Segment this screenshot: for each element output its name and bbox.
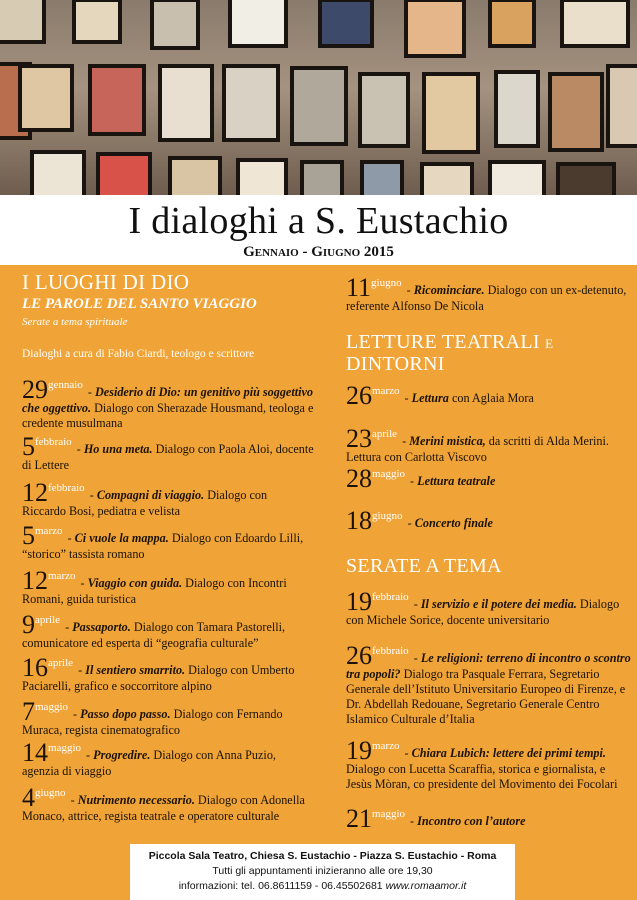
event-month: giugno [371,277,402,289]
event-day: 7 [22,697,35,726]
event-item: 16aprile - Il sentiero smarrito. Dialogo con Umberto Paciarelli, grafico e soccorritore alpino [22,653,295,693]
event-item: 5febbraio - Ho una meta. Dialogo con Paola Aloi, docente di Lettere [22,432,314,472]
event-title: Ho una meta. [83,442,153,456]
event-item: 7maggio - Passo dopo passo. Dialogo con Fernando Muraca, regista cinematografico [22,697,283,737]
event-item: 4giugno - Nutrimento necessario. Dialogo con Adonella Monaco, attrice, regista teatrale e operatore culturale [22,783,305,823]
section-note: Serate a tema spirituale [22,316,128,328]
curator-line: Dialoghi a cura di Fabio Ciardi, teologo e scrittore [22,348,255,360]
event-text: Dialogo con Sherazade Housmand, teologa e credente musulmana [22,401,314,430]
event-day: 21 [346,804,372,833]
event-text: Dialogo tra Pasquale Ferrara, Segretario Generale dell’Istituto Universitario Europeo di Firenze, e Dr. Abdellah Redouane, Segretario Generale Centro Islamico Culturale d’Italia [346,667,626,726]
themed-section-header [346,556,631,576]
event-title: Concerto finale [414,516,493,530]
artwork-frame [420,162,474,195]
event-title: Passaporto. [72,620,131,634]
event-day: 29 [22,375,48,404]
event-item: 5marzo - Ci vuole la mappa. Dialogo con Edoardo Lilli, “storico” tassista romano [22,521,304,561]
event-item: 12marzo - Viaggio con guida. Dialogo con Incontri Romani, guida turistica [22,566,287,606]
event-day: 19 [346,736,372,765]
event-item: 12febbraio - Compagni di viaggio. Dialogo con Riccardo Bosi, pediatra e velista [22,478,268,518]
time-line: Tutti gli appuntamenti inizieranno alle ore 19,30 [212,865,433,877]
event-month: giugno [35,787,66,799]
artwork-frame [88,64,146,136]
event-month: marzo [48,570,76,582]
event-day: 5 [22,432,35,461]
event-day: 4 [22,783,35,812]
event-day: 12 [22,478,48,507]
event-text: Dialogo con Paola Aloi, docente di Lettere [22,442,314,472]
event-day: 5 [22,521,35,550]
event-text: Dialogo con Adonella Monaco, attrice, regista teatrale e operatore culturale [22,793,305,823]
event-title: Ci vuole la mappa. [74,531,169,545]
artwork-frame [168,156,222,195]
event-title: Chiara Lubich: lettere dei primi tempi. [411,746,606,760]
event-day: 28 [346,464,372,493]
artwork-frame [494,70,540,148]
event-item: 11giugno - Ricominciare. Dialogo con un ex-detenuto, referente Alfonso De Nicola [346,273,627,313]
artwork-frame [404,0,466,58]
event-title: Lettura [411,391,449,405]
section-title-conjunction: E [545,336,554,351]
theatre-section-header [346,332,631,374]
contact-line [130,879,515,894]
section-title-line2: DINTORNI [346,353,445,375]
artwork-frame [548,72,604,152]
header-photo [0,0,637,195]
left-column [22,272,312,360]
event-month: marzo [372,740,400,752]
artwork-frame [290,66,348,146]
section-title: I LUOGHI DI DIO [22,270,190,294]
artwork-frame [96,152,152,195]
artwork-frame [30,150,86,195]
event-text: Dialogo con Incontri Romani, guida turistica [22,576,287,606]
event-title: Nutrimento necessario. [77,793,195,807]
event-day: 9 [22,610,35,639]
section-title [346,332,631,354]
artwork-frame [488,0,536,48]
website-link[interactable]: www.romaamor.it [385,880,467,892]
event-day: 12 [22,566,48,595]
event-item: 18giugno - Concerto finale [346,506,493,535]
footer-info-box [130,844,515,900]
artwork-frame [0,0,46,44]
event-day: 19 [346,587,372,616]
event-title: Progredire. [93,748,151,762]
event-day: 23 [346,424,372,453]
title-band [0,195,637,265]
event-text: Dialogo con Edoardo Lilli, “storico” tassista romano [22,531,304,561]
artwork-frame [422,72,480,154]
event-title: Merini mistica, [409,434,486,448]
event-day: 11 [346,273,372,302]
page-title: I dialoghi a S. Eustachio [128,200,509,242]
event-month: febbraio [48,482,85,494]
event-text: da scritti di Alda Merini. Lettura con Carlotta Viscovo [346,434,609,464]
artwork-frame [360,160,404,195]
event-day: 26 [346,381,372,410]
artwork-frame [158,64,214,142]
event-month: aprile [35,614,61,626]
artwork-frame [236,158,288,195]
event-text: Dialogo con Lucetta Scaraffia, storica e giornalista, e Jesùs Mòran, co presidente del Movimento dei Focolari [346,762,618,791]
section-subtitle: LE PAROLE DEL SANTO VIAGGIO [22,296,257,312]
event-title: Il servizio e il potere dei media. [420,597,577,611]
event-month: maggio [372,468,405,480]
event-title: Ricominciare. [413,283,485,297]
event-item: 29gennaio - Desiderio di Dio: un genitivo più soggettivo che oggettivo. Dialogo con Sherazade Housmand, teologa e credente musulmana [22,375,314,430]
event-title: Lettura teatrale [417,474,496,488]
section-title-main: LETTURE TEATRALI [346,331,540,353]
event-month: febbraio [372,591,409,603]
artwork-frame [72,0,122,44]
event-day: 16 [22,653,48,682]
event-text: con Aglaia Mora [451,391,534,405]
event-text: Dialogo con Fernando Muraca, regista cinematografico [22,707,283,737]
event-item: 26marzo - Lettura con Aglaia Mora [346,381,534,410]
event-title: Desiderio di Dio: un genitivo più soggettivo che oggettivo. [22,385,314,415]
event-text: Dialogo con Michele Sorice, docente universitario [346,597,620,627]
artwork-frame [228,0,288,48]
event-month: aprile [48,657,74,669]
page-subtitle: Gennaio - Giugno 2015 [243,244,394,260]
event-month: marzo [372,385,400,397]
event-text: Dialogo con un ex-detenuto, referente Alfonso De Nicola [346,283,627,313]
event-text: Dialogo con Anna Puzio, agenzia di viaggio [22,748,276,778]
event-title: Compagni di viaggio. [96,488,205,502]
event-text: Dialogo con Umberto Paciarelli, grafico e soccorritore alpino [22,663,295,693]
event-title: Il sentiero smarrito. [85,663,186,677]
event-month: maggio [35,701,68,713]
artwork-frame [488,160,546,195]
event-title: Passo dopo passo. [80,707,171,721]
event-month: maggio [48,742,81,754]
event-item: 14maggio - Progredire. Dialogo con Anna Puzio, agenzia di viaggio [22,738,276,778]
event-item: 9aprile - Passaporto. Dialogo con Tamara Pastorelli, comunicatore ed esperta di “geografia culturale” [22,610,286,650]
event-title: Le religioni: terreno di incontro o scontro tra popoli? [346,651,631,681]
artwork-frame [300,160,344,195]
artwork-frame [556,162,616,195]
event-month: febbraio [35,436,72,448]
artwork-frame [560,0,630,48]
event-text: Dialogo con Riccardo Bosi, pediatra e velista [22,488,268,518]
event-text: Dialogo con Tamara Pastorelli, comunicatore ed esperta di “geografia culturale” [22,620,286,650]
event-day: 26 [346,641,372,670]
artwork-frame [318,0,374,48]
event-item: 19febbraio - Il servizio e il potere dei media. Dialogo con Michele Sorice, docente universitario [346,587,620,627]
artwork-frame [222,64,280,142]
event-day: 18 [346,506,372,535]
event-item: 23aprile - Merini mistica, da scritti di Alda Merini. Lettura con Carlotta Viscovo [346,424,609,464]
artwork-frame [358,72,410,148]
artwork-frame [18,64,74,132]
venue-line: Piccola Sala Teatro, Chiesa S. Eustachio - Piazza S. Eustachio - Roma [148,850,497,862]
event-month: febbraio [372,645,409,657]
event-item: 19marzo - Chiara Lubich: lettere dei primi tempi. Dialogo con Lucetta Scaraffia, storica e giornalista, e Jesùs Mòran, co presidente del Movimento dei Focolari [346,736,618,791]
event-title: Incontro con l’autore [417,814,526,828]
artwork-frame [606,64,637,148]
event-title: Viaggio con guida. [87,576,183,590]
event-item: 21maggio - Incontro con l’autore [346,804,526,833]
section-title: SERATE A TEMA [346,555,502,577]
event-item: 28maggio - Lettura teatrale [346,464,496,493]
event-month: gennaio [48,379,83,391]
phone-info: informazioni: tel. 06.8611159 - 06.45502681 [178,880,383,892]
event-month: marzo [35,525,63,537]
event-day: 14 [22,738,48,767]
event-month: maggio [372,808,405,820]
event-month: giugno [372,510,403,522]
artwork-frame [150,0,200,50]
event-item: 26febbraio - Le religioni: terreno di incontro o scontro tra popoli? Dialogo tra Pasquale Ferrara, Segretario Generale dell’Istituto Universitario Europeo di Firenze, e Dr. Abdellah Redouane, Segretario Generale Centro Islamico Culturale d’Italia [346,641,631,726]
event-month: aprile [372,428,398,440]
